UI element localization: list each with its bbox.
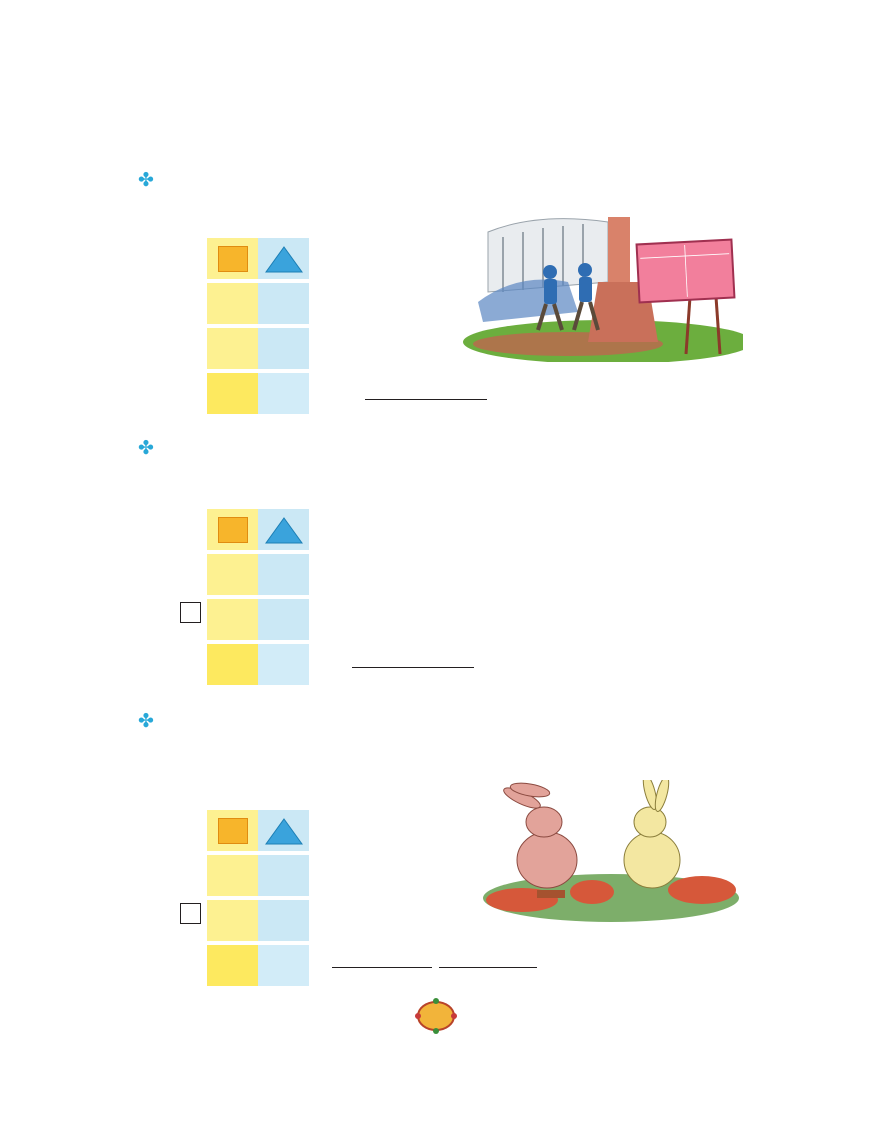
tens-block-icon (218, 246, 248, 272)
ones-cell (258, 283, 309, 324)
yellow-rabbit (624, 780, 680, 888)
answer-line-2 (352, 647, 474, 673)
page-number-ornament-icon (414, 998, 458, 1034)
pinwheel-border-bottom (70, 1040, 870, 1100)
ones-triangle-icon (264, 245, 304, 273)
grid-row (207, 328, 309, 369)
ones-answer-cell[interactable] (258, 599, 309, 640)
tens-answer-cell[interactable] (207, 945, 258, 986)
bullet-icon: ✤ (138, 169, 154, 191)
tens-block-icon (218, 818, 248, 844)
ones-cell (258, 328, 309, 369)
grid-header-row (207, 509, 309, 550)
answer-blank[interactable] (352, 647, 474, 668)
place-value-grid-3 (207, 810, 309, 990)
grid-row (207, 554, 309, 595)
ones-triangle-icon (264, 817, 304, 845)
place-value-grid-2 (207, 509, 309, 689)
bullet-icon: ✤ (138, 710, 154, 732)
tens-cell (207, 283, 258, 324)
rabbits-illustration (482, 780, 740, 928)
pinwheel-border-top (70, 52, 870, 112)
grid-row (207, 900, 309, 941)
tens-answer-cell[interactable] (207, 855, 258, 896)
ones-answer-cell[interactable] (258, 554, 309, 595)
tens-block-icon (218, 517, 248, 543)
grid-result-row (207, 945, 309, 986)
tens-answer-cell[interactable] (207, 373, 258, 414)
question-1 (138, 164, 738, 195)
tens-answer-cell[interactable] (207, 900, 258, 941)
answer-blank[interactable] (439, 947, 537, 968)
tens-answer-cell[interactable] (207, 554, 258, 595)
grid-result-row (207, 373, 309, 414)
ones-triangle-icon (264, 516, 304, 544)
grid-row (207, 283, 309, 324)
grid-result-row (207, 644, 309, 685)
question-3 (138, 705, 738, 736)
answer-line-3 (332, 947, 537, 973)
operator-box[interactable] (180, 602, 201, 623)
tens-answer-cell[interactable] (207, 644, 258, 685)
tens-cell (207, 328, 258, 369)
grid-row (207, 855, 309, 896)
grid-header-row (207, 238, 309, 279)
grid-header-row (207, 810, 309, 851)
ones-answer-cell[interactable] (258, 855, 309, 896)
tens-answer-cell[interactable] (207, 599, 258, 640)
brown-rabbit (501, 781, 577, 898)
answer-line-1 (365, 379, 487, 405)
question-2 (138, 432, 738, 463)
bullet-icon: ✤ (138, 437, 154, 459)
operator-box[interactable] (180, 903, 201, 924)
grid-row (207, 599, 309, 640)
ones-answer-cell[interactable] (258, 644, 309, 685)
ones-answer-cell[interactable] (258, 373, 309, 414)
page-number-badge (414, 998, 458, 1034)
pinwheel-border-left (42, 70, 102, 1060)
cricket-illustration (458, 212, 743, 362)
ones-answer-cell[interactable] (258, 945, 309, 986)
answer-blank[interactable] (365, 379, 487, 400)
place-value-grid-1 (207, 238, 309, 418)
ones-answer-cell[interactable] (258, 900, 309, 941)
answer-blank[interactable] (332, 947, 432, 968)
